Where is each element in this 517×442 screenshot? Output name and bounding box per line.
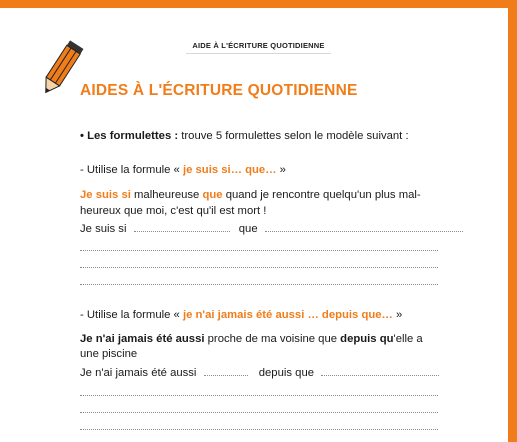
top-border [0,0,517,8]
exercise2-blank-2[interactable] [321,366,439,376]
pencil-icon [36,40,86,98]
exercise1-instruction: - Utilise la formule « je suis si… que… » [80,164,286,176]
section-line [80,130,409,143]
exercise1-formula: je suis si… que… [182,164,277,176]
exercise2-example-line1: Je n'ai jamais été aussi proche de ma voisine que depuis qu'elle a [80,333,423,345]
exercise1-answer-line-2[interactable] [80,267,438,268]
exercise2-example-line2: une piscine [80,348,138,360]
exercise1-blank-1[interactable] [134,222,230,232]
running-header: AIDE À L'ÉCRITURE QUOTIDIENNE [192,41,325,50]
exercise1-example-line2: heureux que moi, c'est qu'il est mort ! [80,205,267,217]
exercise2-instruction: - Utilise la formule « je n'ai jamais été aussi … depuis que… » [80,309,403,321]
exercise2-formula: je n'ai jamais été aussi … depuis que… [182,309,393,321]
right-border [508,0,517,442]
exercise2-fill-row: Je n'ai jamais été aussi depuis que [80,366,439,380]
exercise1-blank-2[interactable] [265,222,463,232]
section-label: Les formulettes : [87,130,179,142]
exercise2-blank-1[interactable] [204,366,248,376]
bullet: • [80,130,84,142]
page-title: AIDES À L'ÉCRITURE QUOTIDIENNE [80,82,358,99]
exercise1-answer-line-3[interactable] [80,284,438,285]
exercise2-answer-line-2[interactable] [80,412,438,413]
exercise2-answer-line-1[interactable] [80,395,438,396]
exercise2-answer-line-3[interactable] [80,429,438,430]
exercise1-fill-row: Je suis si que [80,222,463,236]
exercise1-answer-line-1[interactable] [80,250,438,251]
header-rule [186,53,331,54]
exercise1-example-line1: Je suis si malheureuse que quand je rencontre quelqu'un plus mal- [80,189,421,201]
section-text: trouve 5 formulettes selon le modèle suivant : [178,130,409,142]
